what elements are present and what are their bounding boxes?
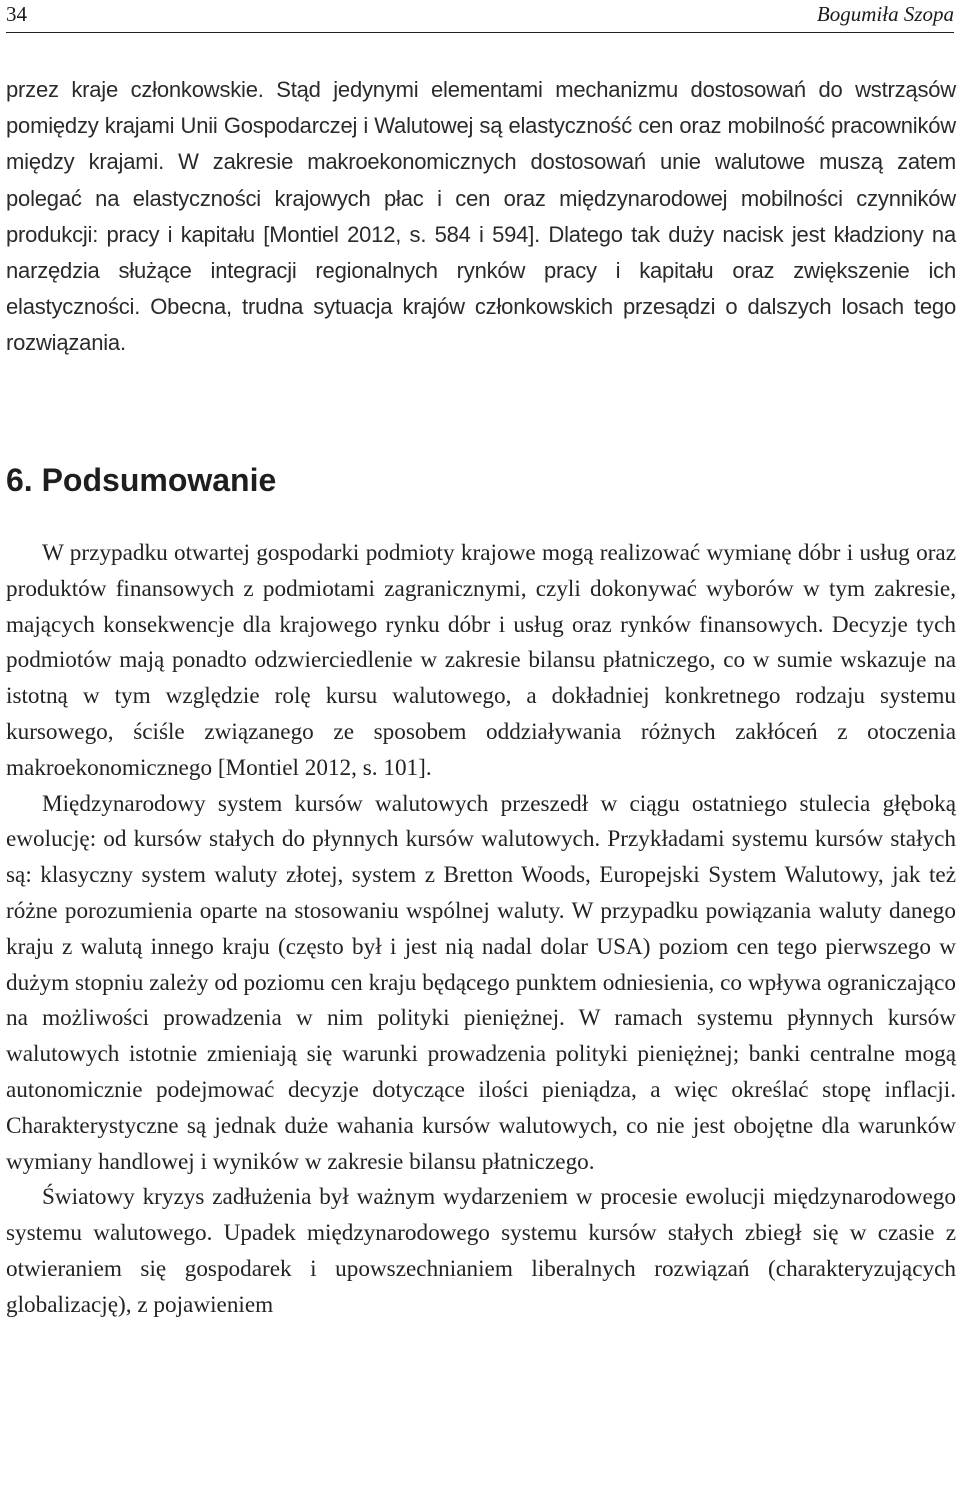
section-body (6, 536, 956, 1324)
intro-paragraph: przez kraje członkowskie. Stąd jedynymi elementami mechanizmu dostosowań do wstrząsów pomiędzy krajami Unii Gospodarczej i Walutowej są elastyczność cen oraz mobilność pracowników między krajami. W zakresie makroekonomicznych dostosowań unie walutowe muszą zatem polegać na elastyczności krajowych płac i cen oraz międzynarodowej mobilności czynników produkcji: pracy i kapitału [Montiel 2012, s. 584 i 594]. Dlatego tak duży nacisk jest kładziony na narzędzia służące integracji regionalnych rynków pracy i kapitału oraz zwiększenie ich elastyczności. Obecna, trudna sytuacja krajów członkowskich przesądzi o dalszych losach tego rozwiązania. (6, 77, 956, 356)
running-header-author: Bogumiła Szopa (816, 2, 954, 26)
body-paragraph-3: Światowy kryzys zadłużenia był ważnym wydarzeniem w procesie ewolucji międzynarodowego systemu walutowego. Upadek międzynarodowego systemu kursów stałych zbiegł się w czasie z otwieraniem się gospodarek i upowszechnianiem liberalnych rozwiązań (charakteryzujących globalizację), z pojawieniem (6, 1184, 956, 1318)
page-header (6, 0, 954, 33)
body-paragraph-2: Międzynarodowy system kursów walutowych przeszedł w ciągu ostatniego stulecia głęboką ewolucję: od kursów stałych do płynnych kursów walutowych. Przykładami systemu kursów stałych są: klasyczny system waluty złotej, system z Bretton Woods, Europejski System Walutowy, jak też różne porozumienia oparte na stosowaniu wspólnej waluty. W przypadku powiązania waluty danego kraju z walutą innego kraju (często był i jest nią nadal dolar USA) poziom cen tego pierwszego w dużym stopniu zależy od poziomu cen kraju będącego punktem odniesienia, co wpływa ograniczająco na możliwości prowadzenia w nim polityki pieniężnej. W ramach systemu płynnych kursów walutowych istotnie zmieniają się warunki prowadzenia polityki pieniężnej; banki centralne mogą autonomicznie podejmować decyzje dotyczące ilości pieniądza, a więc określać stopę inflacji. Charakterystyczne są jednak duże wahania kursów walutowych, co nie jest obojętne dla warunków wymiany handlowej i wyników w zakresie bilansu płatniczego. (6, 790, 956, 1175)
section-title: 6. Podsumowanie (6, 462, 277, 498)
page-number: 34 (6, 2, 27, 26)
body-paragraph-1: W przypadku otwartej gospodarki podmioty krajowe mogą realizować wymianę dóbr i usług oraz produktów finansowych z podmiotami zagranicznymi, czyli dokonywać wyborów w tym zakresie, mających konsekwencje dla krajowego rynku dóbr i usług oraz rynków finansowych. Decyzje tych podmiotów mają ponadto odzwierciedlenie w zakresie bilansu płatniczego, co w sumie wskazuje na istotną w tym względzie rolę kursu walutowego, a dokładniej konkretnego rodzaju systemu kursowego, ściśle związanego ze sposobem oddziaływania różnych zakłóceń z otoczenia makroekonomicznego [Montiel 2012, s. 101]. (6, 540, 956, 781)
